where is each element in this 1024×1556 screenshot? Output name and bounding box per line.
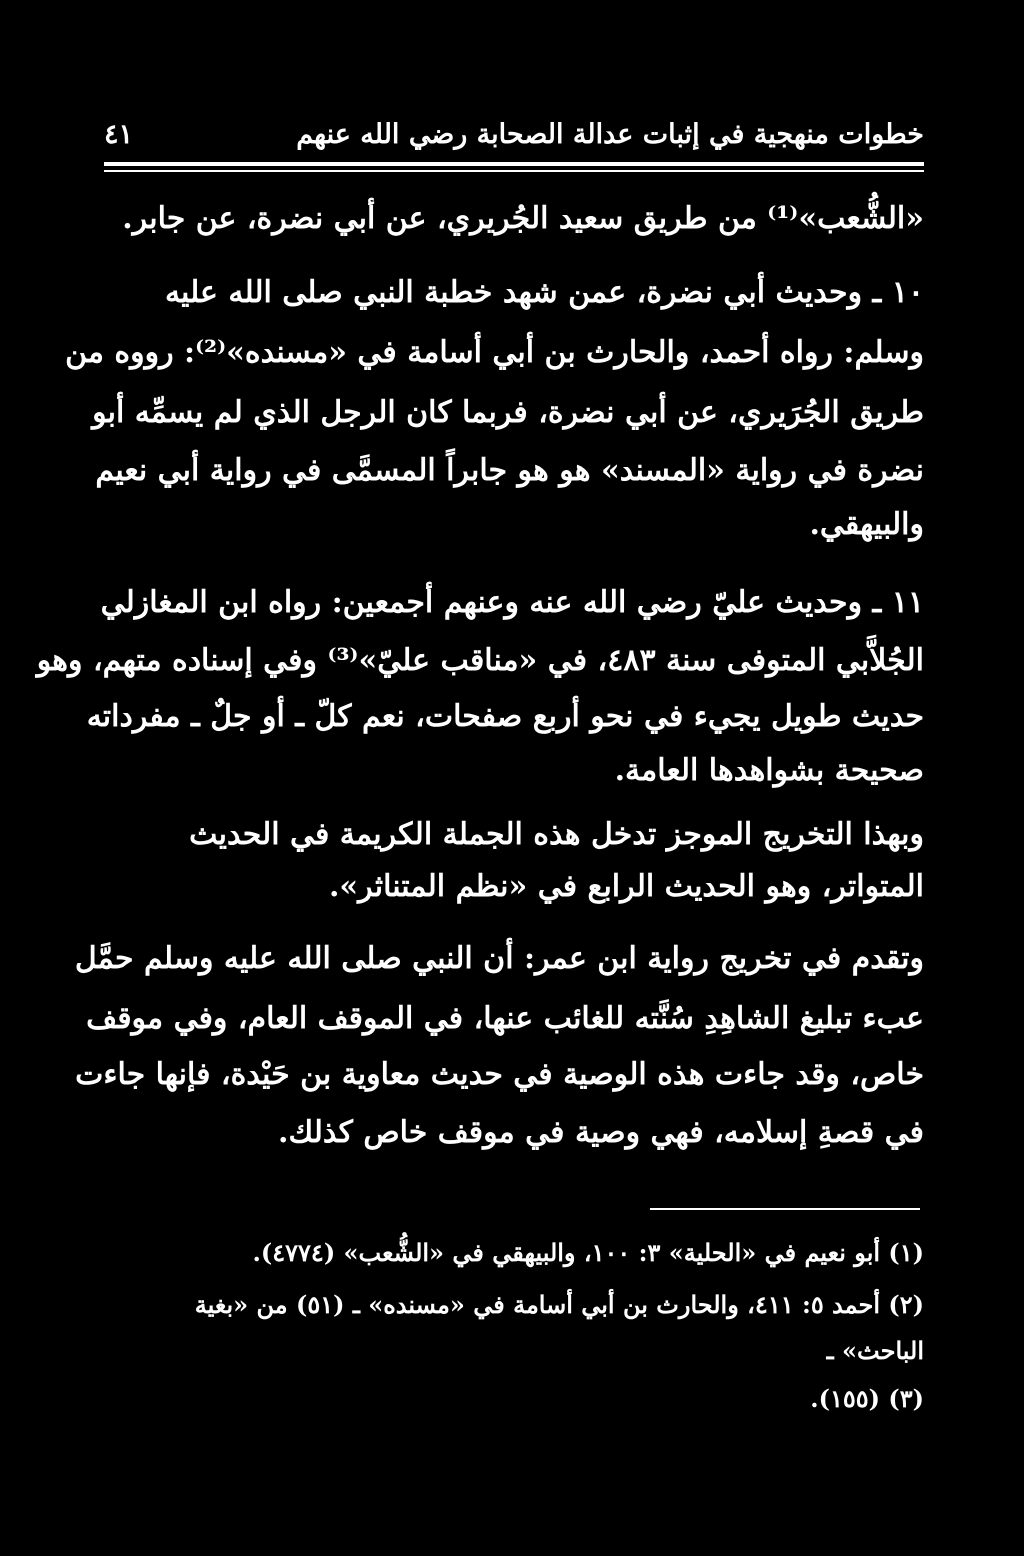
footnote-3: (٣) (١٥٥).: [810, 1384, 924, 1413]
header-divider-thin: [104, 170, 924, 172]
body-line-5: نضرة في رواية «المسند» هو هو جابراً المسمَّى في رواية أبي نعيم: [95, 453, 924, 488]
footnote-divider: [650, 1208, 920, 1210]
body-line-11: وبهذا التخريج الموجز تدخل هذه الجملة الكريمة في الحديث: [189, 817, 924, 852]
body-line-15: خاص، وقد جاءت هذه الوصية في حديث معاوية بن حَيْدة، فإنها جاءت: [75, 1057, 924, 1092]
footnote-1: (١) أبو نعيم في «الحلية» ٣: ١٠٠، والبيهقي في «الشُّعب» (٤٧٧٤).: [252, 1238, 924, 1267]
body-line-6: والبيهقي.: [809, 507, 924, 542]
body-line-8: الجُلاَّبي المتوفى سنة ٤٨٣، في «مناقب عليّ»⁽³⁾ وفي إسناده متهم، وهو: [36, 643, 924, 678]
body-line-1: «الشُّعب»⁽¹⁾ من طريق سعيد الجُريري، عن أبي نضرة، عن جابر.: [122, 201, 924, 236]
footnote-2: (٢) أحمد ٥: ٤١١، والحارث بن أبي أسامة في «مسنده» ـ (٥١) من «بغية: [194, 1290, 924, 1319]
body-line-9: حديث طويل يجيء في نحو أربع صفحات، نعم كلّ ـ أو جلٌ ـ مفرداته: [86, 699, 924, 734]
footnote-2-continued: الباحث» ـ: [826, 1336, 924, 1365]
body-line-7: ١١ ـ وحديث عليّ رضي الله عنه وعنهم أجمعين: رواه ابن المغازلي: [100, 585, 924, 620]
body-line-10: صحيحة بشواهدها العامة.: [614, 753, 924, 788]
body-line-14: عبء تبليغ الشاهِدِ سُنَّته للغائب عنها، في الموقف العام، وفي موقف: [86, 1001, 924, 1036]
body-line-4: طريق الجُرَيري، عن أبي نضرة، فربما كان الرجل الذي لم يسمِّه أبو: [92, 395, 924, 430]
body-line-3: وسلم: رواه أحمد، والحارث بن أبي أسامة في «مسنده»⁽²⁾: رووه من: [65, 335, 924, 370]
body-line-2: ١٠ ـ وحديث أبي نضرة، عمن شهد خطبة النبي صلى الله عليه: [164, 275, 924, 310]
page-header: [104, 112, 924, 156]
body-line-12: المتواتر، وهو الحديث الرابع في «نظم المتناثر».: [328, 869, 924, 904]
header-divider-thick: [104, 162, 924, 166]
page-number: ٤١: [104, 118, 134, 150]
body-line-16: في قصةِ إسلامه، فهي وصية في موقف خاص كذلك.: [278, 1115, 924, 1150]
running-title: خطوات منهجية في إثبات عدالة الصحابة رضي الله عنهم: [296, 118, 924, 150]
body-line-13: وتقدم في تخريج رواية ابن عمر: أن النبي صلى الله عليه وسلم حمَّل: [74, 941, 924, 976]
